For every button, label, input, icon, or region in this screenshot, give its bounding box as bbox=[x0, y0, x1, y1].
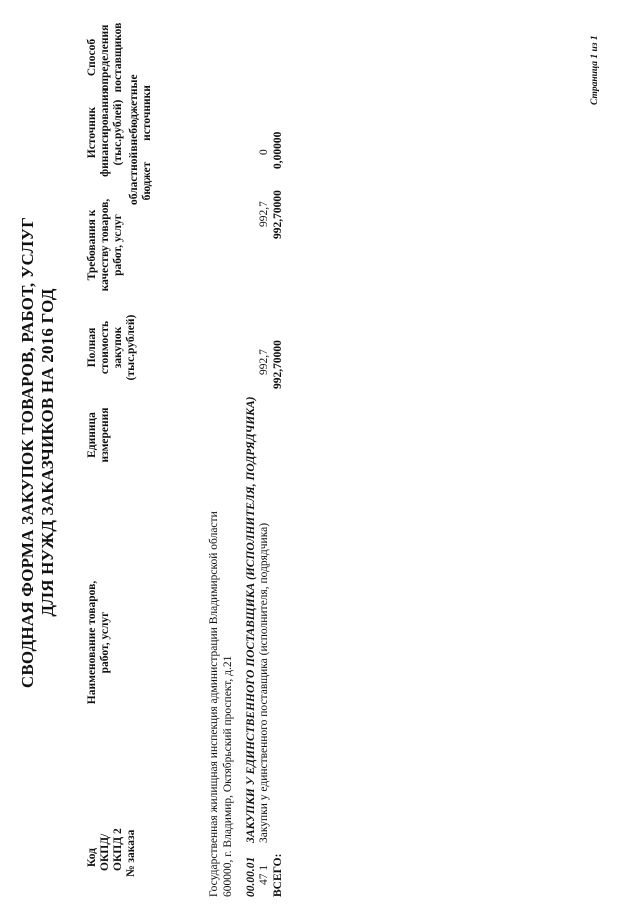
header-unit: Единица измерения bbox=[86, 407, 111, 463]
total-cost: 992,70000 bbox=[272, 340, 284, 389]
header-name: Наименование товаров, работ, услуг bbox=[86, 580, 111, 705]
row-regional: 992,7 bbox=[258, 201, 270, 227]
section-code: 00.00.01 bbox=[245, 856, 257, 897]
header-code: Код ОКПД/ ОКПД 2 № заказа bbox=[86, 828, 137, 877]
total-label: ВСЕГО: bbox=[272, 853, 284, 897]
row-code: 47 1 bbox=[258, 864, 270, 885]
header-financing: Источник финансирования (тыс.рублей) bbox=[86, 88, 124, 177]
page-number: Страница 1 из 1 bbox=[590, 35, 600, 105]
header-method: Способ определения поставщиков bbox=[86, 22, 124, 93]
header-requirements: Требования к качеству товаров, работ, услуг bbox=[86, 198, 124, 292]
section-label: ЗАКУПКИ У ЕДИНСТВЕННОГО ПОСТАВЩИКА (ИСПОЛНИТЕЛЯ, ПОДРЯДЧИКА) bbox=[245, 396, 257, 843]
customer-address: 600000, г. Владимир, Октябрьский проспект, д.21 bbox=[222, 655, 234, 897]
total-offbudget: 0,00000 bbox=[272, 131, 284, 169]
row-name: Закупки у единственного поставщика (исполнителя, подрядчика) bbox=[258, 522, 270, 843]
row-offbudget: 0 bbox=[258, 149, 270, 155]
title-line-1: СВОДНАЯ ФОРМА ЗАКУПОК ТОВАРОВ, РАБОТ, УСЛУГ bbox=[18, 216, 37, 689]
header-fin-offbudget: внебюджетные источники bbox=[128, 74, 153, 152]
header-fin-regional: областной бюджет bbox=[128, 151, 153, 205]
row-cost: 992,7 bbox=[258, 349, 270, 375]
title-line-2: ДЛЯ НУЖД ЗАКАЗЧИКОВ НА 2016 ГОД bbox=[38, 288, 57, 617]
total-regional: 992,70000 bbox=[272, 190, 284, 239]
header-cost: Полная стоимость закупок (тыс.рублей) bbox=[86, 314, 137, 381]
customer-name: Государственная жилищная инспекция администрации Владимирской области bbox=[208, 511, 220, 897]
